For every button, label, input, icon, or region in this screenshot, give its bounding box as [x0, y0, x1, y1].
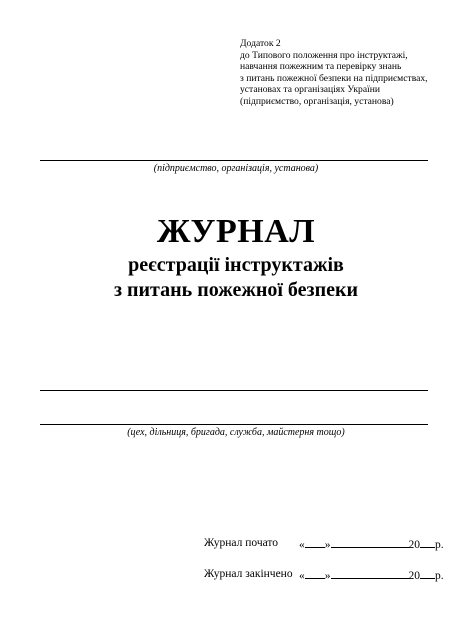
organization-line — [40, 160, 428, 161]
appendix-line: навчання пожежним та перевірку знань — [240, 61, 402, 73]
day-blank — [305, 568, 325, 579]
journal-ended-date: « » 20 р. — [299, 570, 444, 582]
appendix-line: установах та організаціях України — [240, 84, 381, 96]
day-blank — [305, 537, 325, 548]
journal-subtitle-line-1: реєстрації інструктажів — [128, 254, 344, 276]
department-line-2 — [40, 424, 428, 425]
appendix-line: (підприємство, організація, установа) — [240, 95, 394, 107]
year-blank — [420, 568, 435, 579]
journal-ended-label: Журнал закінчено — [204, 568, 293, 580]
journal-subtitle-line-2: з питань пожежної безпеки — [113, 279, 359, 301]
appendix-line: до Типового положення про інструктажі, — [240, 49, 408, 61]
department-caption: (цех, дільниця, бригада, служба, майстерня тощо) — [127, 427, 345, 438]
appendix-line: з питань пожежної безпеки на підприємствах, — [240, 72, 428, 84]
month-blank — [331, 568, 409, 579]
appendix-line: Додаток 2 — [240, 38, 281, 49]
month-blank — [331, 537, 409, 548]
journal-title: ЖУРНАЛ — [156, 213, 316, 250]
year-blank — [420, 537, 435, 548]
department-line-1 — [40, 390, 428, 391]
organization-caption: (підприємство, організація, установа) — [153, 163, 319, 174]
appendix-note — [240, 38, 465, 108]
journal-started-date: « » 20 р. — [299, 539, 444, 551]
journal-started-label: Журнал почато — [204, 537, 279, 549]
